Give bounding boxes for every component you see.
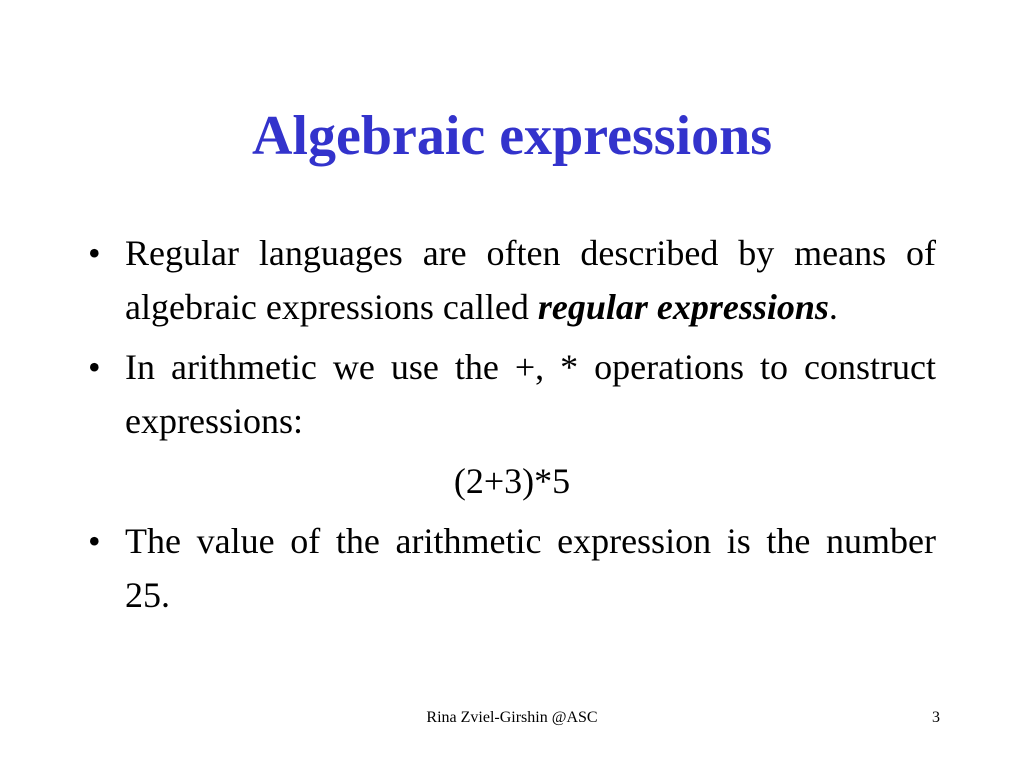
bullet-marker: • xyxy=(88,233,101,273)
bullet-text: In arithmetic we use the +, * operations to construct expressions: xyxy=(125,347,936,441)
bullet-text xyxy=(125,226,936,334)
bullet-item-regular-languages xyxy=(88,226,936,334)
bullet-item-value xyxy=(88,514,936,622)
page-number: 3 xyxy=(932,709,940,726)
bullet-marker: • xyxy=(88,347,101,387)
bullet-text-after: . xyxy=(828,287,838,327)
bullet-list xyxy=(88,226,936,628)
bullet-emphasis: regular expressions xyxy=(537,287,829,327)
example-expression: (2+3)*5 xyxy=(453,461,571,501)
bullet-marker: • xyxy=(88,521,101,561)
footer-author: Rina Zviel-Girshin @ASC xyxy=(426,709,598,726)
bullet-text: The value of the arithmetic expression is the number 25. xyxy=(125,521,936,615)
bullet-text-before: Regular languages are often described by means of algebraic expressions called xyxy=(125,233,936,327)
bullet-item-arithmetic xyxy=(88,340,936,448)
slide-title: Algebraic expressions xyxy=(251,105,773,167)
